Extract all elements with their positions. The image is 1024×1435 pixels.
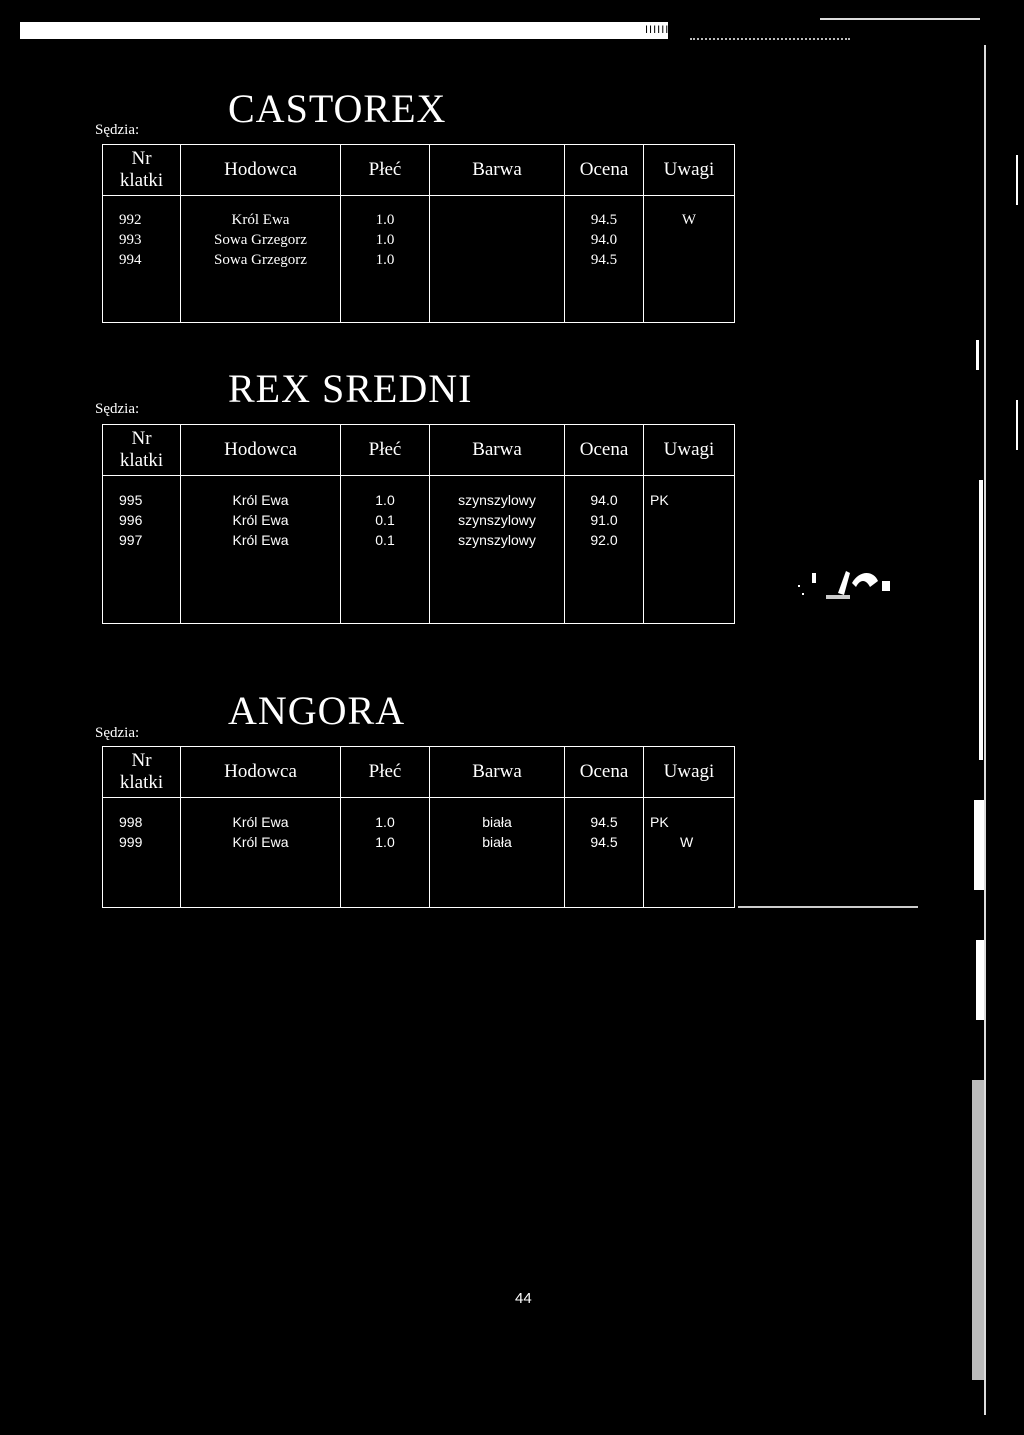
edge-artifact bbox=[1016, 155, 1018, 205]
header-color: Barwa bbox=[430, 425, 565, 476]
breeder-column bbox=[181, 196, 341, 323]
cell-nr: 996 bbox=[119, 512, 143, 528]
cell-color: szynszylowy bbox=[458, 492, 536, 508]
cell-sex: 1.0 bbox=[375, 492, 395, 508]
cell-notes bbox=[644, 250, 734, 270]
results-table bbox=[102, 424, 735, 624]
header-breeder: Hodowca bbox=[181, 425, 341, 476]
cell-score: 94.5 bbox=[590, 252, 618, 268]
judge-label: Sędzia: bbox=[95, 401, 140, 417]
cell-color: szynszylowy bbox=[458, 512, 536, 528]
header-sex: Płeć bbox=[341, 747, 430, 798]
breeder-column bbox=[181, 476, 341, 624]
cell-score: 94.5 bbox=[590, 212, 618, 228]
cell-sex: 1.0 bbox=[375, 252, 395, 268]
header-color: Barwa bbox=[430, 747, 565, 798]
cell-score: 94.5 bbox=[590, 814, 618, 830]
judge-label: Sędzia: bbox=[95, 122, 140, 138]
cell-notes: W bbox=[680, 834, 694, 850]
cell-breeder: Król Ewa bbox=[232, 814, 289, 830]
cell-notes bbox=[644, 230, 734, 250]
header-nr: Nr klatki bbox=[103, 747, 181, 798]
cell-nr: 993 bbox=[119, 232, 142, 248]
cell-color bbox=[430, 230, 564, 250]
top-scan-dots bbox=[690, 38, 850, 42]
header-nr: Nr klatki bbox=[103, 425, 181, 476]
score-column bbox=[565, 798, 644, 908]
cell-sex: 1.0 bbox=[375, 232, 395, 248]
top-right-line bbox=[820, 18, 980, 20]
cell-notes: PK bbox=[650, 492, 669, 508]
sex-column bbox=[341, 798, 430, 908]
edge-artifact bbox=[972, 1080, 984, 1380]
scan-noise bbox=[790, 565, 910, 605]
edge-artifact bbox=[976, 940, 984, 1020]
notes-column bbox=[644, 798, 735, 908]
sex-column bbox=[341, 476, 430, 624]
section-title: REX SREDNI bbox=[228, 366, 473, 411]
cell-nr: 995 bbox=[119, 492, 143, 508]
cell-color bbox=[430, 210, 564, 230]
score-column bbox=[565, 476, 644, 624]
cell-nr: 999 bbox=[119, 834, 143, 850]
judge-label: Sędzia: bbox=[95, 725, 140, 741]
cell-notes: PK bbox=[650, 814, 669, 830]
header-nr: Nr klatki bbox=[103, 145, 181, 196]
sex-column bbox=[341, 196, 430, 323]
cell-score: 91.0 bbox=[590, 512, 618, 528]
notes-column bbox=[644, 196, 735, 323]
cell-nr: 997 bbox=[119, 532, 143, 548]
cell-notes bbox=[650, 530, 734, 550]
nr-column bbox=[103, 196, 181, 323]
edge-artifact bbox=[974, 800, 984, 890]
cell-sex: 0.1 bbox=[375, 532, 395, 548]
cell-color: biała bbox=[482, 834, 512, 850]
cell-sex: 0.1 bbox=[375, 512, 395, 528]
score-column bbox=[565, 196, 644, 323]
cell-breeder: Król Ewa bbox=[232, 512, 289, 528]
header-notes: Uwagi bbox=[644, 747, 735, 798]
results-table bbox=[102, 144, 735, 323]
color-column bbox=[430, 476, 565, 624]
edge-artifact bbox=[984, 45, 986, 1415]
color-column bbox=[430, 196, 565, 323]
header-sex: Płeć bbox=[341, 425, 430, 476]
cell-score: 94.0 bbox=[590, 492, 618, 508]
cell-sex: 1.0 bbox=[375, 212, 395, 228]
edge-artifact bbox=[976, 340, 979, 370]
header-color: Barwa bbox=[430, 145, 565, 196]
top-scan-bar bbox=[20, 22, 668, 39]
header-score: Ocena bbox=[565, 747, 644, 798]
cell-breeder: Sowa Grzegorz bbox=[214, 252, 307, 268]
cell-sex: 1.0 bbox=[375, 834, 395, 850]
cell-breeder: Sowa Grzegorz bbox=[214, 232, 307, 248]
results-table bbox=[102, 746, 735, 908]
header-score: Ocena bbox=[565, 145, 644, 196]
cell-color bbox=[430, 250, 564, 270]
cell-score: 94.5 bbox=[590, 834, 618, 850]
cell-nr: 994 bbox=[119, 252, 142, 268]
cell-breeder: Król Ewa bbox=[232, 834, 289, 850]
header-score: Ocena bbox=[565, 425, 644, 476]
cell-color: biała bbox=[482, 814, 512, 830]
nr-column bbox=[103, 476, 181, 624]
notes-column bbox=[644, 476, 735, 624]
cell-breeder: Król Ewa bbox=[231, 212, 290, 228]
section-title: CASTOREX bbox=[228, 86, 447, 131]
header-notes: Uwagi bbox=[644, 425, 735, 476]
section-title: ANGORA bbox=[228, 688, 406, 733]
cell-score: 92.0 bbox=[590, 532, 618, 548]
cell-sex: 1.0 bbox=[375, 814, 395, 830]
breeder-column bbox=[181, 798, 341, 908]
header-mark: IIIIII bbox=[645, 24, 670, 36]
scan-underline bbox=[738, 906, 918, 908]
cell-notes bbox=[650, 510, 734, 530]
edge-artifact bbox=[979, 480, 983, 760]
cell-nr: 998 bbox=[119, 814, 143, 830]
header-notes: Uwagi bbox=[644, 145, 735, 196]
page-number: 44 bbox=[515, 1290, 532, 1307]
header-breeder: Hodowca bbox=[181, 145, 341, 196]
color-column bbox=[430, 798, 565, 908]
header-sex: Płeć bbox=[341, 145, 430, 196]
cell-color: szynszylowy bbox=[458, 532, 536, 548]
cell-notes: W bbox=[681, 212, 697, 228]
edge-artifact bbox=[1016, 400, 1018, 450]
cell-breeder: Król Ewa bbox=[232, 532, 289, 548]
header-breeder: Hodowca bbox=[181, 747, 341, 798]
cell-nr: 992 bbox=[119, 212, 142, 228]
cell-breeder: Król Ewa bbox=[232, 492, 289, 508]
nr-column bbox=[103, 798, 181, 908]
cell-score: 94.0 bbox=[590, 232, 618, 248]
